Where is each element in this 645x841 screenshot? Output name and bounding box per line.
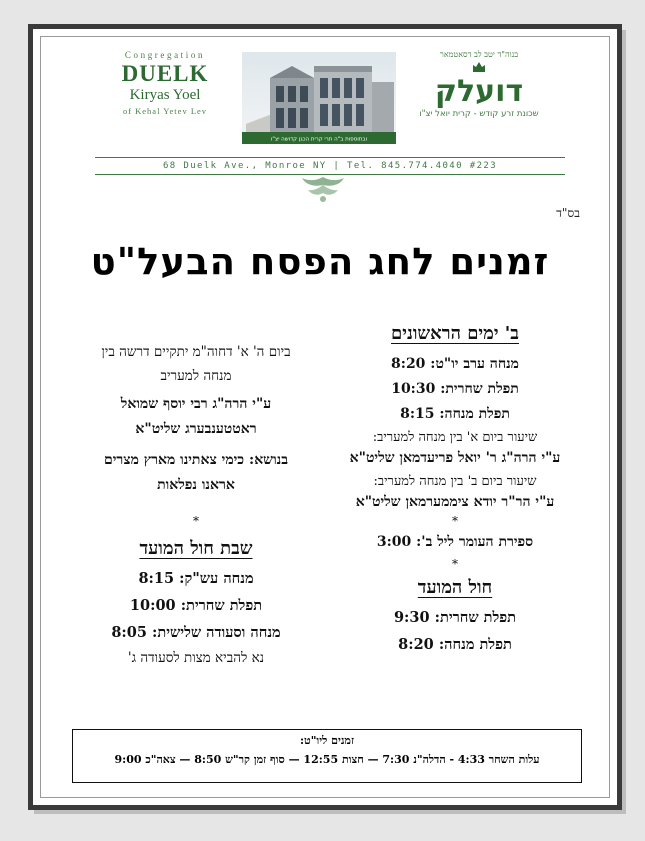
right-column (330, 323, 580, 658)
hebrew-congregation-name: דועלק (434, 74, 524, 109)
page-shadow-bottom (34, 810, 626, 814)
matzos-note: נא להביא מצות לסעודה ג' (127, 650, 265, 666)
chol-hamoed-mincha: תפלת מנחה: 8:20 (398, 636, 512, 653)
mincha-shalosh-seudos: מנחה וסעודה שלישית: 8:05 (111, 624, 281, 641)
bsd-mark: בס"ד (556, 206, 580, 220)
drasha-announcement: ביום ה' א' דחוה"מ יתקיים דרשה בין (101, 344, 291, 360)
drasha-time: מנחה למעריב (160, 368, 232, 384)
page-shadow-right (622, 30, 626, 812)
ornament-icon (298, 175, 348, 205)
shabbos-shachris: תפלת שחרית: 10:00 (129, 597, 263, 614)
hebrew-tagline: בנוה"ד יטב לב דסאטמאר (439, 50, 519, 59)
header-rule-top (95, 157, 565, 158)
town-name: Kiryas Yoel (129, 87, 201, 103)
building-photo (242, 52, 396, 144)
left-column (62, 340, 330, 670)
photo-caption: ובתוספות ב"ה תרי קרית הכגן קדושה יצ"ו (270, 136, 368, 143)
address-line: 68 Duelk Ave., Monroe NY | Tel. 845.774.4040 #223 (162, 161, 498, 171)
shiur-day1-label: שיעור ביום א' בין מנחה למעריב: (372, 430, 538, 445)
mincha-erev-shabbos: מנחה עש"ק: 8:15 (138, 570, 254, 587)
separator-star: * (452, 557, 458, 571)
header-english-logo (95, 50, 235, 116)
mincha-time: תפלת מנחה: 8:15 (400, 406, 510, 422)
separator-star: * (452, 514, 458, 528)
drasha-speaker-2: ראטטענבערג שליט"א (135, 421, 257, 437)
zmanim-box (72, 729, 582, 783)
heading-first-days: ב' ימים הראשונים (391, 323, 519, 344)
shachris-time: תפלת שחרית: 10:30 (391, 381, 519, 397)
separator-star: * (193, 514, 199, 528)
crest-icon (472, 61, 486, 73)
drasha-topic-1: בנושא: כימי צאתינו מארץ מצרים (104, 452, 288, 468)
mincha-erev-yt: מנחה ערב יו"ט: 8:20 (391, 356, 519, 372)
zmanim-line: עלות השחר 4:33 - הדלה"נ 7:30 — חצות 12:55 — סוף זמן קר"ש 8:50 — צאה"כ 9:00 (114, 753, 540, 766)
shiur-day2-speaker: ע"י הר"ר יודא ציממערמאן שליט"א (355, 494, 555, 510)
heading-chol-hamoed: חול המועד (417, 577, 493, 598)
congregation-label: Congregation (124, 50, 206, 60)
zmanim-heading: זמנים ליו"ט: (299, 734, 355, 747)
shiur-day1-speaker: ע"י הרה"ג ר' יואל פריעדמאן שליט"א (349, 450, 561, 466)
drasha-speaker-1: ע"י הרה"ג רבי יוסף שמואל (120, 396, 272, 412)
hebrew-subtitle: שכונת זרע קודש - קרית יואל יצ"ו (419, 109, 539, 119)
chol-hamoed-shachris: תפלת שחרית: 9:30 (393, 609, 517, 626)
shiur-day2-label: שיעור ביום ב' בין מנחה למעריב: (373, 474, 537, 489)
drasha-topic-2: אראנו נפלאות (157, 477, 235, 493)
heading-shabbos-chol-hamoed: שבת חול המועד (139, 538, 253, 559)
page-title: זמנים לחג הפסח הבעל"ט (90, 240, 550, 283)
header-hebrew-logo (414, 50, 544, 119)
kehal-name: of Kehal Yetev Lev (122, 106, 208, 116)
sefiras-haomer-time: ספירת העומר ליל ב': 3:00 (376, 534, 534, 550)
congregation-name: DUELK (121, 61, 209, 86)
